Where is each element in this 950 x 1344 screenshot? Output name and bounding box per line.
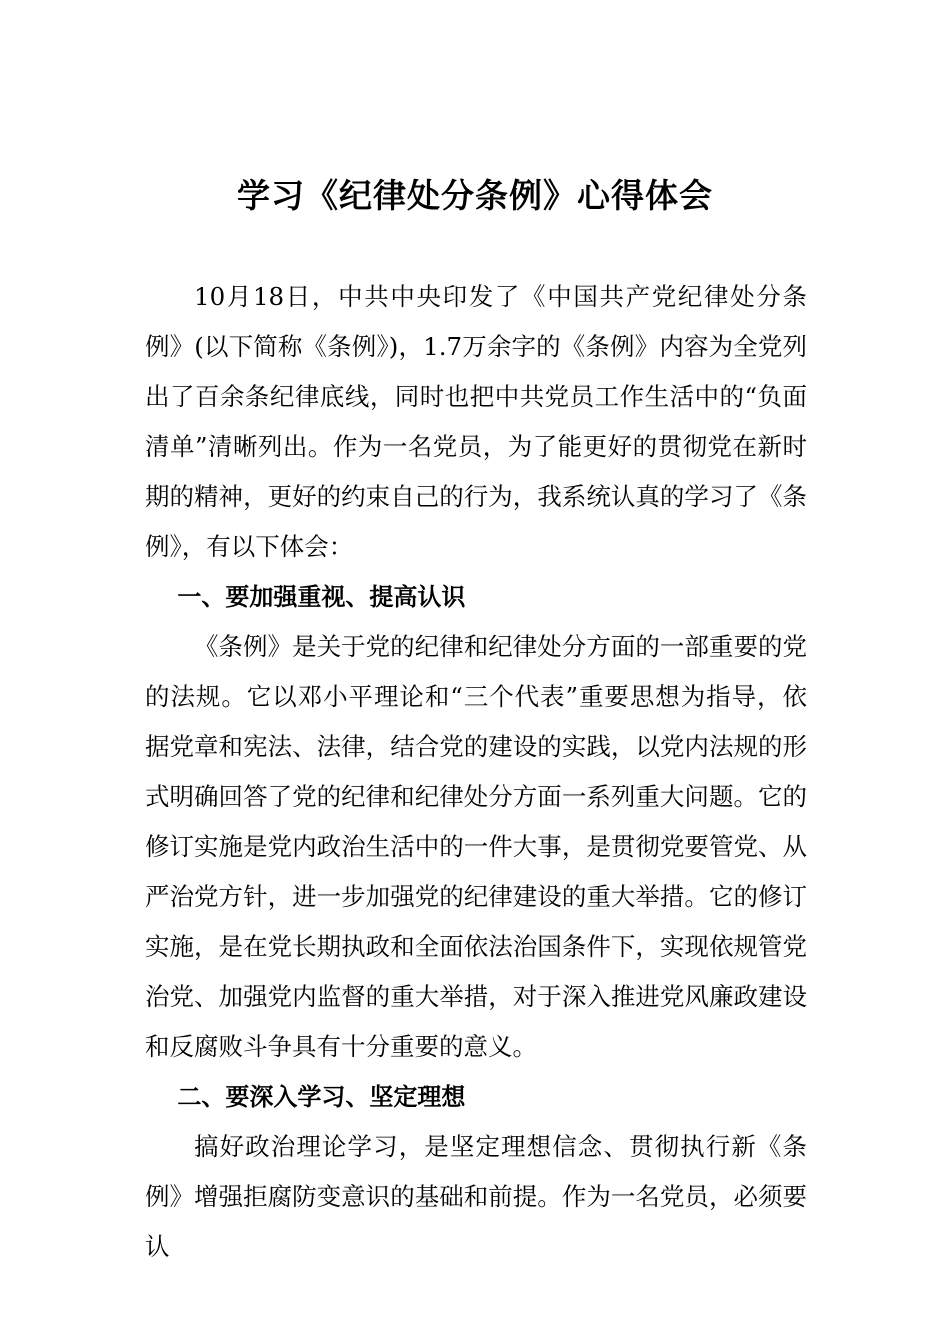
section-heading-2: 二、要深入学习、坚定理想 xyxy=(177,1083,466,1111)
paragraph-section-1: 《条例》是关于党的纪律和纪律处分方面的一部重要的党的法规。它以邓小平理论和“三个代表”重要思想为指导，依据党章和宪法、法律，结合党的建设的实践，以党内法规的形式明确回答了党的纪律和纪律处分方面一系列重大问题。它的修订实施是党内政治生活中的一件大事，是贯彻党要管党、从严治党方针，进一步加强党的纪律建设的重大举措。它的修订实施，是在党长期执政和全面依法治国条件下，实现依规管党治党、加强党内监督的重大举措，对于深入推进党风廉政建设和反腐败斗争具有十分重要的意义。 xyxy=(145,632,807,1061)
section-heading-1: 一、要加强重视、提高认识 xyxy=(177,583,466,611)
document-title: 学习《纪律处分条例》心得体会 xyxy=(237,176,713,215)
paragraph-intro: 10月18日，中共中央印发了《中国共产党纪律处分条例》(以下简称《条例》)，1.7万余字的《条例》内容为全党列出了百余条纪律底线，同时也把中共党员工作生活中的“负面清单”清晰列出。作为一名党员，为了能更好的贯彻党在新时期的精神，更好的约束自己的行为，我系统认真的学习了《条例》，有以下体会： xyxy=(145,282,807,561)
document-body xyxy=(145,272,807,1272)
paragraph-section-2: 搞好政治理论学习，是坚定理想信念、贯彻执行新《条例》增强拒腐防变意识的基础和前提。作为一名党员，必须要认 xyxy=(145,1132,807,1261)
